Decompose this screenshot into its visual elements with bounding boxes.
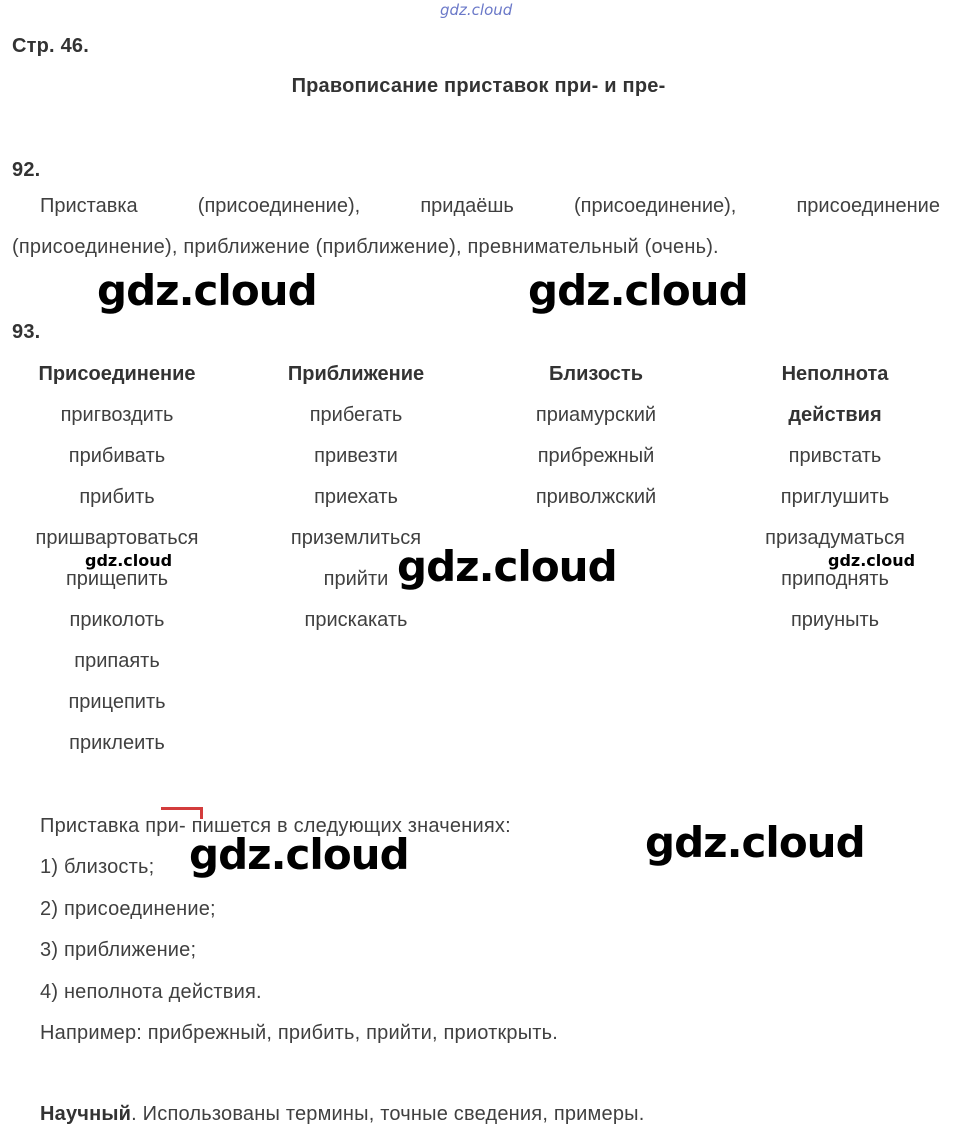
example-line: Например: прибрежный, прибить, прийти, приоткрыть.: [40, 1022, 559, 1044]
rule-item: 4) неполнота действия.: [40, 981, 262, 1003]
watermark: gdz.cloud: [528, 266, 748, 315]
exercise-92-number: 92.: [12, 159, 41, 181]
watermark: gdz.cloud: [645, 818, 865, 867]
column-header-line2: действия: [788, 404, 882, 426]
column-header: Присоединение: [38, 363, 196, 385]
word-item: пригвоздить: [60, 404, 174, 426]
style-text: . Использованы термины, точные сведения, примеры.: [131, 1103, 645, 1125]
style-label: Научный: [40, 1103, 132, 1125]
word-item: прищепить: [65, 568, 169, 590]
column-header: Приближение: [287, 363, 425, 385]
style-line: [40, 1103, 644, 1126]
word-item: прибить: [79, 486, 155, 508]
column-header: Близость: [549, 363, 643, 385]
column-header: Неполнота: [781, 363, 889, 385]
exercise-92-line2: (присоединение), приближение (приближение), превнимательный (очень).: [12, 236, 719, 258]
rule-item: 1) близость;: [40, 856, 155, 878]
word-item: привстать: [788, 445, 882, 467]
word-item: прийти: [323, 568, 389, 590]
page-title: Правописание приставок при- и пре-: [291, 75, 666, 97]
word-item: приехать: [314, 486, 398, 508]
watermark: gdz.cloud: [97, 266, 317, 315]
word-item: приземлиться: [290, 527, 422, 549]
rule-intro: Приставка при- пишется в следующих значениях:: [40, 815, 511, 837]
word-item: приуныть: [790, 609, 880, 631]
ex92-word: (присоединение),: [197, 195, 361, 217]
word-item: приколоть: [69, 609, 165, 631]
word-item: прибивать: [68, 445, 166, 467]
word-item: приклеить: [69, 732, 165, 754]
column-incomplete-action: [715, 356, 955, 643]
column-proximity: [476, 356, 716, 520]
exercise-93-number: 93.: [12, 321, 41, 343]
word-item: приволжский: [535, 486, 657, 508]
word-item: приподнять: [781, 568, 889, 590]
word-item: привезти: [314, 445, 398, 467]
ex92-word: (присоединение),: [573, 195, 737, 217]
ex92-word: Приставка: [40, 195, 138, 217]
watermark-small: gdz.cloud: [828, 551, 916, 570]
word-item: припаять: [74, 650, 160, 672]
word-item: пришвартоваться: [35, 527, 199, 549]
word-item: прискакать: [304, 609, 408, 631]
word-item: приглушить: [780, 486, 890, 508]
word-item: прицепить: [68, 691, 166, 713]
watermark: gdz.cloud: [397, 542, 617, 591]
ex92-word: придаёшь: [420, 195, 514, 217]
watermark-top: gdz.cloud: [440, 1, 513, 19]
word-item: прибегать: [309, 404, 403, 426]
watermark-small: gdz.cloud: [85, 551, 173, 570]
word-item: приамурский: [535, 404, 657, 426]
column-approach: [236, 356, 476, 643]
exercise-92-line1: [40, 195, 940, 218]
word-item: призадуматься: [765, 527, 905, 549]
rule-item: 2) присоединение;: [40, 898, 216, 920]
page-label: Стр. 46.: [12, 35, 89, 57]
rule-item: 3) приближение;: [40, 939, 197, 961]
word-item: прибрежный: [537, 445, 655, 467]
ex92-word: присоединение: [796, 195, 940, 217]
watermark: gdz.cloud: [189, 830, 409, 879]
